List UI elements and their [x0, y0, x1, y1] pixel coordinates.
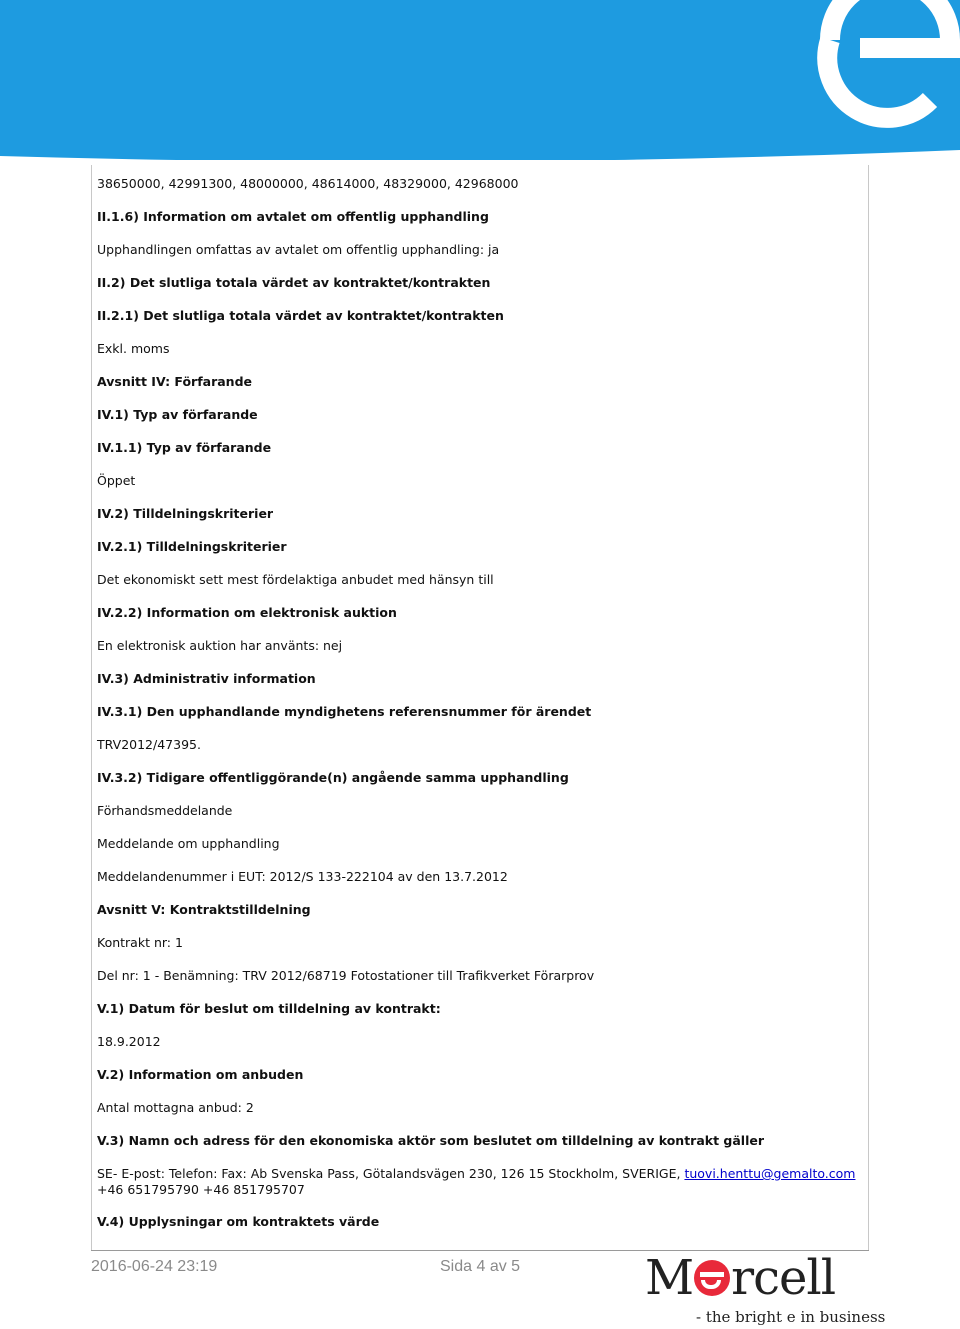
text-line: Del nr: 1 - Benämning: TRV 2012/68719 Fotostationer till Trafikverket Förarprov — [97, 968, 595, 983]
footer-date: 2016-06-24 23:19 — [91, 1258, 218, 1275]
address-text: SE- E-post: Telefon: Fax: Ab Svenska Pass, Götalandsvägen 230, 126 15 Stockholm, SVERIGE, — [97, 1166, 681, 1181]
text-line: Förhandsmeddelande — [97, 803, 233, 818]
section-heading: II.2.1) Det slutliga totala värdet av kontraktet/kontrakten — [97, 308, 504, 323]
section-heading: IV.1) Typ av förfarande — [97, 407, 258, 422]
section-heading: IV.3) Administrativ information — [97, 671, 316, 686]
text-line: 18.9.2012 — [97, 1034, 161, 1049]
section-heading: V.4) Upplysningar om kontraktets värde — [97, 1214, 380, 1229]
text-line: Exkl. moms — [97, 341, 170, 356]
frame-left-border — [91, 165, 92, 1250]
contractor-address — [97, 1166, 857, 1214]
section-heading: Avsnitt IV: Förfarande — [97, 374, 252, 389]
phone-numbers: +46 651795790 +46 851795707 — [97, 1181, 305, 1197]
text-line: Meddelande om upphandling — [97, 836, 280, 851]
mercell-logo — [645, 1252, 865, 1304]
email-link[interactable]: tuovi.henttu@gemalto.com — [684, 1166, 856, 1181]
text-line: Antal mottagna anbud: 2 — [97, 1100, 254, 1115]
text-line: Meddelandenummer i EUT: 2012/S 133-222104 av den 13.7.2012 — [97, 869, 508, 884]
section-heading: Avsnitt V: Kontraktstilldelning — [97, 902, 311, 917]
section-heading: IV.1.1) Typ av förfarande — [97, 440, 272, 455]
text-line: En elektronisk auktion har använts: nej — [97, 638, 343, 653]
logo-letters-rcell: rcell — [731, 1250, 836, 1306]
section-heading: II.2) Det slutliga totala värdet av kontraktet/kontrakten — [97, 275, 491, 290]
section-heading: IV.2.1) Tilldelningskriterier — [97, 539, 287, 554]
document-body — [97, 176, 857, 1247]
text-line: Öppet — [97, 473, 136, 488]
section-heading: IV.3.2) Tidigare offentliggörande(n) angående samma upphandling — [97, 770, 569, 785]
section-heading: IV.3.1) Den upphandlande myndighetens referensnummer för ärendet — [97, 704, 592, 719]
header-banner — [0, 0, 960, 160]
text-line: Upphandlingen omfattas av avtalet om offentlig upphandling: ja — [97, 242, 500, 257]
section-heading: IV.2) Tilldelningskriterier — [97, 506, 274, 521]
logo-tagline: - the bright e in business — [696, 1308, 886, 1326]
logo-e-icon — [694, 1260, 730, 1296]
cpv-codes: 38650000, 42991300, 48000000, 48614000, 48329000, 42968000 — [97, 176, 519, 191]
text-line: Kontrakt nr: 1 — [97, 935, 183, 950]
logo-letter-m: M — [645, 1250, 694, 1306]
frame-right-border — [868, 165, 869, 1250]
section-heading: V.2) Information om anbuden — [97, 1067, 304, 1082]
text-line: TRV2012/47395. — [97, 737, 201, 752]
section-heading: II.1.6) Information om avtalet om offentlig upphandling — [97, 209, 489, 224]
section-heading: V.1) Datum för beslut om tilldelning av kontrakt: — [97, 1001, 441, 1016]
text-line: Det ekonomiskt sett mest fördelaktiga anbudet med hänsyn till — [97, 572, 494, 587]
footer-page-number: Sida 4 av 5 — [440, 1258, 521, 1275]
section-heading: V.3) Namn och adress för den ekonomiska aktör som beslutet om tilldelning av kontrakt gäller — [97, 1133, 765, 1148]
section-heading: IV.2.2) Information om elektronisk auktion — [97, 605, 397, 620]
